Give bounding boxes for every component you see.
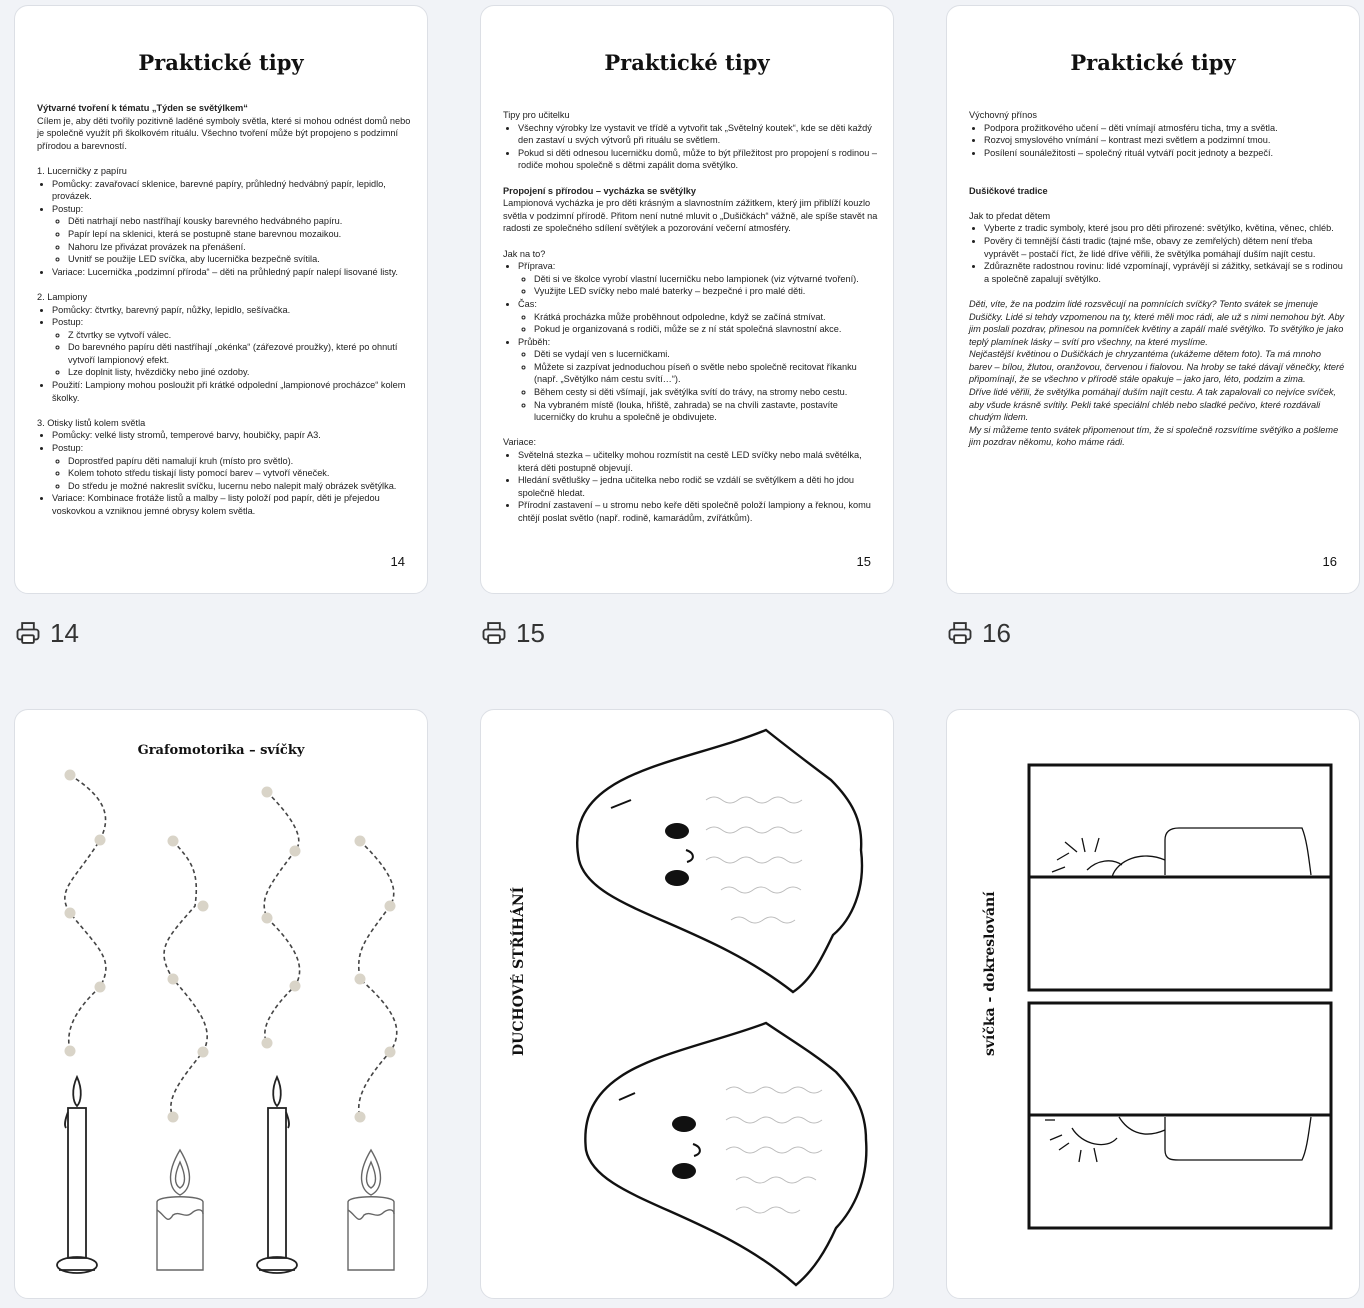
page-caption: 16: [982, 617, 1011, 648]
list-item: • Vyberte z tradic symboly, které jsou pro děti přirozené: světýlko, květina, věnec, chléb.: [984, 222, 1345, 235]
story-paragraph: Nejčastější květinou o Dušičkách je chryzantéma (ukážeme dětem foto). Ta má mnoho barev – bílou, žlutou, oranžovou, červenou i fialovou. Na hroby se také dávají věnečky, které připomínají, že se všechno v přírodě stále opakuje – jako jaro, léto, podzim a zima.: [969, 349, 1345, 385]
section-title: Variace:: [503, 437, 537, 448]
list-item: ◦ Do středu je možné nakreslit svíčku, lucernu nebo nalepit malý obrázek světýlka.: [68, 480, 413, 493]
list-item: ◦ Můžete si zazpívat jednoduchou píseň o světle nebo společně recitovat říkanku (např. „Světýlko nám cestu svítí…“).: [534, 361, 879, 386]
list-item: ◦ Papír lepí na sklenici, která se postupně stane barevnou mozaikou.: [68, 228, 413, 241]
page-card-duchove[interactable]: [480, 709, 894, 1299]
page-content: [969, 109, 1345, 449]
list-item: • Pomůcky: čtvrtky, barevný papír, nůžky, lepidlo, sešívačka.: [52, 304, 413, 317]
list-item: • Pomůcky: zavařovací sklenice, barevné papíry, průhledný hedvábný papír, lepidlo, provázek.: [52, 178, 413, 203]
intro-paragraph: Lampionová vycházka je pro děti krásným a slavnostním zážitkem, který jim přiblíží kouzlo světla v podzimní přírodě. Přitom není nutné mluvit o „Dušičkách“ vážně, ale spíše stavět na radosti ze společného sdílení světýlek a pozorování večerní atmosféry.: [503, 198, 878, 234]
page-title: Praktické tipy: [604, 50, 770, 75]
page-content: [503, 109, 879, 525]
list-item: • Variace: Lucernička „podzimní příroda“ – děti na průhledný papír nalepí lisované listy.: [52, 266, 413, 279]
page-title: Praktické tipy: [138, 50, 304, 75]
list-item: • Pomůcky: velké listy stromů, temperové barvy, houbičky, papír A3.: [52, 429, 413, 442]
page-number: 14: [390, 554, 405, 569]
worksheet-title: svíčka - dokreslování: [982, 891, 998, 1056]
story-paragraph: Děti, víte, že na podzim lidé rozsvěcují na pomnících svíčky? Tento svátek se jmenuje Dušičky. Lidé si tehdy vzpomenou na ty, které měli moc rádi, ale už s nimi nemohou být. Aby jim poslali pozdrav, přinesou na pomníček květiny a zapálí malé světýlko. To světýlko je jako teplý plamínek lásky – svítí pro všechny, na které myslíme.: [969, 298, 1345, 347]
page-card-grafomotorika[interactable]: [14, 709, 428, 1299]
list-item: ◦ Na vybraném místě (louka, hřiště, zahrada) se na chvíli zastavte, postavíte lucerničky do kruhu a společně je obdivujete.: [534, 399, 879, 424]
worksheet-title: DUCHOVÉ STŘÍHÁNÍ: [511, 886, 527, 1056]
page-card-14[interactable]: [14, 5, 428, 594]
list-item: ◦ Do barevného papíru děti nastříhají „okénka“ (zářezové proužky), které po ohnutí vytvoří lampionový efekt.: [68, 341, 413, 366]
page-number: 15: [856, 554, 871, 569]
list-item: • Variace: Kombinace frotáže listů a malby – listy položí pod papír, děti je přejedou voskovkou a vzniknou jemné obrysy kolem světla.: [52, 492, 413, 517]
list-item: ◦ Uvnitř se použije LED svíčka, aby lucernička bezpečně svítila.: [68, 253, 413, 266]
list-item: ◦ Děti si ve školce vyrobí vlastní lucerničku nebo lampionek (viz výtvarné tvoření).: [534, 273, 879, 286]
list-item: • Postup: ◦ Z čtvrtky se vytvoří válec. ◦ Do barevného papíru děti nastříhají „okénka“ (zářezové proužky), které po ohnutí vytvoří lampionový efekt. ◦ Lze doplnit listy, hvězdičky nebo jiné ozdoby.: [52, 316, 413, 379]
ghost-illustration: [481, 710, 894, 1299]
page-card-svicka[interactable]: [946, 709, 1360, 1299]
list-item: • Postup: ◦ Děti natrhají nebo nastříhají kousky barevného hedvábného papíru. ◦ Papír lepí na sklenici, která se postupně stane barevnou mozaikou. ◦ Nahoru lze přivázat provázek na přenášení. ◦ Uvnitř se použije LED svíčka, aby lucernička bezpečně svítila.: [52, 203, 413, 266]
list-item: • Použití: Lampiony mohou posloužit při krátké odpolední „lampionové procházce“ kolem školky.: [52, 379, 413, 404]
page-card-15[interactable]: [480, 5, 894, 594]
page-title: Praktické tipy: [1070, 50, 1236, 75]
page-content: [37, 102, 413, 518]
grafomotorika-illustration: [15, 710, 428, 1299]
print-page-14-button[interactable]: [14, 616, 79, 650]
list-item: ◦ Lze doplnit listy, hvězdičky nebo jiné ozdoby.: [68, 366, 413, 379]
list-item: • Pověry či temnější části tradic (tajné mše, obavy ze zemřelých) dětem není třeba vyprávět – postačí říct, že lidé dříve věřili, že světýlka pomáhají duším najít cestu.: [984, 235, 1345, 260]
list-item: ◦ Během cesty si děti všímají, jak světýlka svítí do trávy, na stromy nebo cestu.: [534, 386, 879, 399]
list-item: ◦ Doprostřed papíru děti namalují kruh (místo pro světlo).: [68, 455, 413, 468]
list-item: • Všechny výrobky lze vystavit ve třídě a vytvořit tak „Světelný koutek“, kde se děti každý den zastaví u svých výtvorů při rituálu se světlem.: [518, 122, 879, 147]
worksheet-title: Grafomotorika – svíčky: [137, 743, 305, 758]
section-title: 2. Lampiony: [37, 291, 88, 302]
list-item: ◦ Krátká procházka může proběhnout odpoledne, když se začíná stmívat.: [534, 311, 879, 324]
section-heading: Výtvarné tvoření k tématu „Týden se světýlkem“: [37, 103, 248, 113]
print-page-16-button[interactable]: [946, 616, 1011, 650]
list-item: ◦ Kolem tohoto středu tiskají listy pomocí barev – vytvoří věneček.: [68, 467, 413, 480]
printer-icon: [480, 619, 508, 647]
list-item: ◦ Děti se vydají ven s lucerničkami.: [534, 348, 879, 361]
section-heading: Dušičkové tradice: [969, 185, 1048, 196]
page-caption: 14: [50, 617, 79, 648]
section-title: Výchovný přínos: [969, 110, 1037, 120]
list-item: ◦ Nahoru lze přivázat provázek na přenášení.: [68, 241, 413, 254]
printer-icon: [14, 619, 42, 647]
list-item: • Pokud si děti odnesou lucerničku domů, může to být příležitost pro propojení s rodinou – rodiče mohou společně s dětmi zapálit doma světýlko.: [518, 147, 879, 172]
section-heading: Propojení s přírodou – vycházka se světýlky: [503, 185, 697, 196]
list-item: ◦ Pokud je organizovaná s rodiči, může se z ní stát společná slavnostní akce.: [534, 323, 879, 336]
page-number: 16: [1322, 554, 1337, 569]
list-item: • Zdůrazněte radostnou rovinu: lidé vzpomínají, vyprávějí si zážitky, setkávají se s rodinou a společně zapalují světýlko.: [984, 260, 1345, 285]
list-item: ◦ Z čtvrtky se vytvoří válec.: [68, 329, 413, 342]
list-item: ◦ Děti natrhají nebo nastříhají kousky barevného hedvábného papíru.: [68, 215, 413, 228]
list-item: • Postup: ◦ Doprostřed papíru děti namalují kruh (místo pro světlo). ◦ Kolem tohoto středu tiskají listy pomocí barev – vytvoří věneček. ◦ Do středu je možné nakreslit svíčku, lucernu nebo nalepit malý obrázek světýlka.: [52, 442, 413, 492]
page-card-16[interactable]: [946, 5, 1360, 594]
intro-paragraph: Cílem je, aby děti tvořily pozitivně laděné symboly světla, které si mohou odnést domů nebo je společně využít při školkovém rituálu. Všechno tvoření může být propojeno s podzimní přírodou a barevností.: [37, 115, 411, 151]
list-item: • Světelná stezka – učitelky mohou rozmístit na cestě LED svíčky nebo malá světélka, která děti postupně objevují.: [518, 449, 879, 474]
section-title: Tipy pro učitelku: [503, 110, 570, 120]
list-item: • Rozvoj smyslového vnímání – kontrast mezi světlem a podzimní tmou.: [984, 134, 1345, 147]
list-item: • Čas: ◦ Krátká procházka může proběhnout odpoledne, když se začíná stmívat. ◦ Pokud je organizovaná s rodiči, může se z ní stát společná slavnostní akce.: [518, 298, 879, 336]
print-page-15-button[interactable]: [480, 616, 545, 650]
section-title: Jak na to?: [503, 248, 546, 259]
printer-icon: [946, 619, 974, 647]
story-paragraph: My si můžeme tento svátek připomenout tím, že si společně rozsvítíme světýlko a pošleme jim pozdrav někomu, koho máme rádi.: [969, 424, 1339, 448]
list-item: • Posílení sounáležitosti – společný rituál vytváří pocit jednoty a bezpečí.: [984, 147, 1345, 160]
section-title: 3. Otisky listů kolem světla: [37, 417, 146, 428]
section-title: Jak to předat dětem: [969, 210, 1051, 221]
list-item: • Podpora prožitkového učení – děti vnímají atmosféru ticha, tmy a světla.: [984, 122, 1345, 135]
section-title: 1. Lucerničky z papíru: [37, 165, 127, 176]
list-item: • Příprava: ◦ Děti si ve školce vyrobí vlastní lucerničku nebo lampionek (viz výtvarné tvoření). ◦ Využijte LED svíčky nebo malé baterky – bezpečné i pro malé děti.: [518, 260, 879, 298]
list-item: • Hledání světlušky – jedna učitelka nebo rodič se vzdálí se světýlkem a děti ho jdou společně hledat.: [518, 474, 879, 499]
list-item: • Přírodní zastavení – u stromu nebo keře děti společně položí lampiony a řeknou, komu chtějí poslat světlo (např. rodině, kamarádům, zvířátkům).: [518, 499, 879, 524]
page-caption: 15: [516, 617, 545, 648]
list-item: ◦ Využijte LED svíčky nebo malé baterky – bezpečné i pro malé děti.: [534, 285, 879, 298]
list-item: • Průběh: ◦ Děti se vydají ven s lucerničkami. ◦ Můžete si zazpívat jednoduchou píseň o světle nebo společně recitovat říkanku (např. „Světýlko nám cestu svítí…“). ◦ Během cesty si děti všímají, jak světýlka svítí do trávy, na stromy nebo cestu. ◦ Na vybraném místě (louka, hřiště, zahrada) se na chvíli zastavte, postavíte lucerničky do kruhu a společně je obdivujete.: [518, 336, 879, 424]
story-paragraph: Dříve lidé věřili, že světýlka pomáhají duším najít cestu. A tak zapalovali co nejvíce svíček, aby všude krásně svítily. Pekli také speciální chléb nebo sladké pečivo, které rozdávali chudým lidem.: [969, 387, 1336, 423]
candle-drawing-illustration: [947, 710, 1360, 1299]
